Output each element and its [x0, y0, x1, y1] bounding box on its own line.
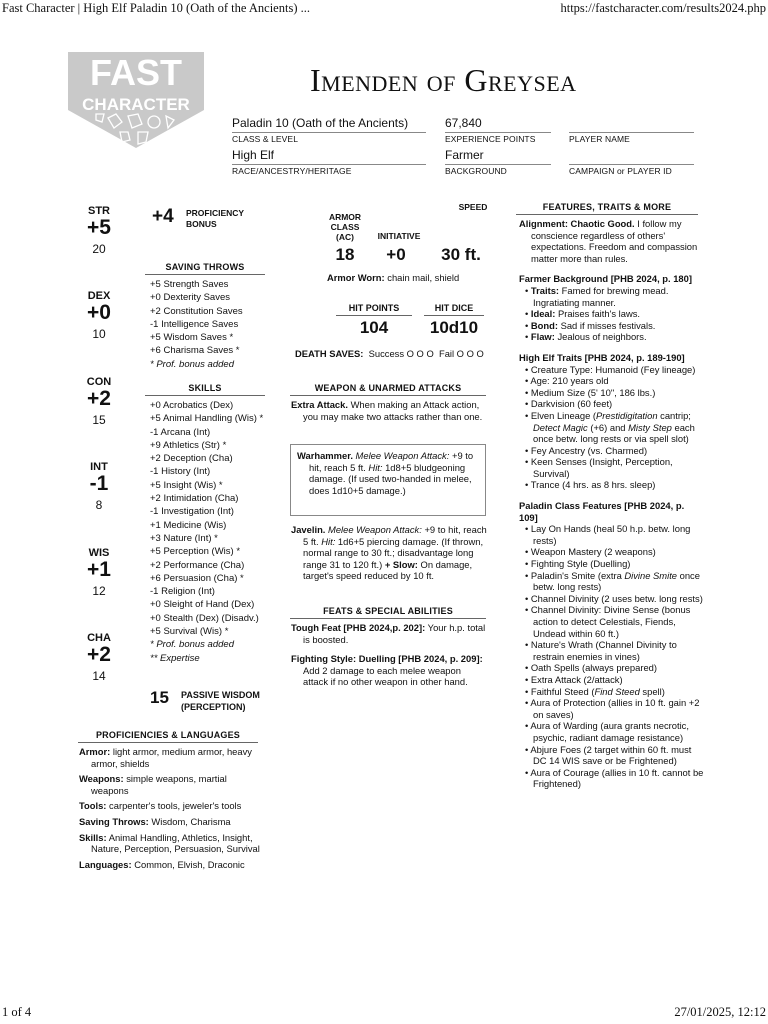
list-item: +5 Strength Saves	[150, 279, 229, 290]
ability-name: CHA	[87, 632, 111, 644]
campaign-field	[569, 148, 694, 176]
hit-dice-label: HIT DICE	[424, 303, 484, 316]
logo-text-fast: FAST	[89, 52, 183, 93]
race-field	[232, 148, 426, 176]
list-item: • Medium Size (5' 10", 186 lbs.)	[525, 386, 656, 398]
list-item: • Lay On Hands (heal 50 h.p. betw. long rests)	[525, 523, 691, 546]
list-item: • Nature's Wrath (Channel Divinity to restrain enemies in vines)	[525, 639, 677, 662]
proficiencies-block	[79, 746, 264, 870]
death-saves-success: Success O O O	[368, 348, 434, 359]
list-item: • Fighting Style (Duelling)	[525, 558, 631, 570]
list-item: • Aura of Protection (allies in 10 ft. gain +2 on saves)	[525, 697, 700, 720]
character-name: Imenden of Greysea	[310, 62, 577, 98]
list-item: +0 Dexterity Saves	[150, 292, 230, 304]
ability-score: 8	[95, 498, 103, 512]
list-item: +5 Animal Handling (Wis) *	[150, 413, 264, 425]
list-item: • Darkvision (60 feet)	[525, 398, 613, 410]
skills-list	[150, 399, 263, 665]
feats-heading: FEATS & SPECIAL ABILITIES	[290, 606, 486, 619]
class-level-value: Paladin 10 (Oath of the Ancients)	[232, 116, 409, 130]
ability-modifier: +1	[87, 558, 111, 581]
campaign-label: CAMPAIGN or PLAYER ID	[569, 166, 672, 176]
list-item: • Traits: Famed for brewing mead. Ingratiating manner.	[525, 284, 669, 308]
death-saves: DEATH SAVES: Success O O O Fail O O O	[295, 348, 484, 359]
list-item: • Channel Divinity (2 uses betw. long rests)	[525, 592, 703, 604]
tough-feat: Tough Feat [PHB 2024,p. 202]: Your h.p. total is boosted.	[291, 622, 486, 645]
logo-text-character: CHARACTER	[82, 95, 190, 114]
list-item: • Aura of Courage (allies in 10 ft. cannot be Frightened)	[525, 766, 704, 790]
extra-attack: Extra Attack. When making an Attack action, you may make two attacks rather than one.	[291, 399, 483, 422]
list-item: -1 Religion (Int)	[150, 586, 215, 598]
ability-score: 15	[92, 413, 106, 427]
ability-dex	[81, 290, 117, 341]
fast-character-logo	[68, 52, 204, 148]
ability-modifier: -1	[89, 472, 109, 495]
list-item: +0 Stealth (Dex) (Disadv.)	[150, 612, 259, 624]
player-name-field	[569, 116, 694, 144]
list-item: +6 Charisma Saves *	[150, 345, 240, 357]
list-item: +2 Deception (Cha)	[150, 453, 233, 465]
list-item: • Keen Senses (Insight, Perception, Survival)	[525, 456, 673, 479]
list-item: • Age: 210 years old	[525, 375, 609, 387]
armor-worn: Armor Worn: chain mail, shield	[327, 272, 460, 283]
list-item: +3 Nature (Int) *	[150, 532, 218, 544]
list-item: -1 Investigation (Int)	[150, 506, 234, 518]
xp-field	[445, 116, 551, 144]
warhammer-attack: Warhammer. Melee Weapon Attack: +9 to hit, reach 5 ft. Hit: 1d8+5 bludgeoning damage. (If used two-handed in melee, does 1d10+5 damage.)	[297, 450, 474, 496]
list-item: • Ideal: Praises faith's laws.	[525, 308, 641, 320]
list-item: +2 Intimidation (Cha)	[150, 493, 239, 505]
list-item: • Elven Lineage (Prestidigitation cantrip; Detect Magic (+6) and Misty Step each once betw. long rests or via spell slot)	[525, 409, 695, 445]
list-item: +5 Insight (Wis) *	[150, 479, 223, 491]
list-item: • Trance (4 hrs. as 8 hrs. sleep)	[525, 479, 656, 491]
armor-proficiency: Armor: light armor, medium armor, heavy armor, shields	[79, 746, 252, 769]
print-timestamp: 27/01/2025, 12:12	[674, 1005, 766, 1019]
list-item: • Creature Type: Humanoid (Fey lineage)	[525, 363, 696, 375]
weapon-proficiency: Weapons: simple weapons, martial weapons	[79, 773, 227, 796]
passive-label: PASSIVE WISDOM (PERCEPTION)	[181, 690, 260, 712]
proficiency-label: PROFICIENCY BONUS	[186, 208, 245, 229]
ability-modifier: +5	[87, 216, 111, 239]
ability-cha	[81, 632, 117, 683]
armor-class-value: 18	[335, 245, 355, 264]
list-item: +5 Wisdom Saves *	[150, 332, 234, 344]
death-saves-fail: Fail O O O	[438, 348, 484, 359]
attacks-heading: WEAPON & UNARMED ATTACKS	[290, 383, 486, 396]
saving-throws-heading: SAVING THROWS	[145, 262, 265, 275]
ability-score: 14	[92, 669, 106, 683]
list-item: +5 Survival (Wis) *	[150, 626, 229, 638]
save-proficiency: Saving Throws: Wisdom, Charisma	[79, 815, 231, 827]
list-item: +0 Acrobatics (Dex)	[150, 400, 234, 411]
passive-value: 15	[150, 688, 169, 707]
ability-wis	[81, 547, 117, 598]
list-item: • Oath Spells (always prepared)	[525, 662, 657, 674]
ability-score: 12	[92, 584, 106, 598]
list-note: * Prof. bonus added	[150, 358, 234, 370]
player-name-label: PLAYER NAME	[569, 134, 630, 144]
list-item: +9 Athletics (Str) *	[150, 439, 227, 451]
languages: Languages: Common, Elvish, Draconic	[79, 858, 245, 870]
class-level-label: CLASS & LEVEL	[232, 134, 299, 144]
list-item: -1 History (Int)	[150, 466, 211, 478]
list-item: • Flaw: Jealous of neighbors.	[525, 331, 647, 343]
class-level-field	[232, 116, 426, 144]
print-footer	[0, 1005, 768, 1021]
saving-throws-list	[150, 278, 243, 371]
background-field	[445, 148, 551, 176]
ability-con	[81, 376, 117, 427]
ability-name: DEX	[87, 290, 111, 302]
skill-proficiency: Skills: Animal Handling, Athletics, Insight, Nature, Perception, Persuasion, Survival	[79, 831, 260, 855]
page-url: https://fastcharacter.com/results2024.php	[560, 1, 766, 15]
elf-traits-heading: High Elf Traits [PHB 2024, p. 189-190]	[519, 351, 685, 363]
list-item: +5 Perception (Wis) *	[150, 546, 241, 558]
page-title: Fast Character | High Elf Paladin 10 (Oath of the Ancients) ...	[2, 1, 310, 15]
list-item: • Aura of Warding (aura grants necrotic, psychic, radiant damage resistance)	[525, 720, 689, 743]
race-value: High Elf	[232, 148, 275, 162]
ability-modifier: +2	[87, 643, 111, 666]
background-value: Farmer	[445, 148, 484, 162]
hit-points-label: HIT POINTS	[336, 303, 412, 316]
paladin-features-heading: Paladin Class Features [PHB 2024, p. 109]	[519, 500, 685, 523]
list-note: ** Expertise	[150, 652, 200, 664]
background-label: BACKGROUND	[445, 166, 507, 176]
ability-score: 20	[92, 242, 106, 256]
list-item: • Paladin's Smite (extra Divine Smite once betw. long rests)	[525, 569, 700, 593]
xp-value: 67,840	[445, 116, 482, 130]
list-item: • Weapon Mastery (2 weapons)	[525, 546, 656, 558]
print-header	[0, 1, 768, 17]
list-item: -1 Intelligence Saves	[150, 318, 239, 330]
list-item: +1 Medicine (Wis)	[150, 519, 227, 531]
feats-block	[291, 622, 487, 688]
list-item: +2 Performance (Cha)	[150, 559, 245, 571]
background-feature-heading: Farmer Background [PHB 2024, p. 180]	[519, 273, 692, 285]
list-item: • Extra Attack (2/attack)	[525, 673, 623, 685]
ability-name: WIS	[88, 547, 110, 559]
features-heading: FEATURES, TRAITS & MORE	[516, 202, 698, 215]
duelling-style: Fighting Style: Duelling [PHB 2024, p. 209]: Add 2 damage to each melee weapon attack if no other weapon in other hand.	[291, 653, 483, 688]
ability-modifier: +2	[87, 387, 111, 410]
armor-class-label: ARMOR CLASS (AC)	[328, 212, 362, 242]
race-label: RACE/ANCESTRY/HERITAGE	[232, 166, 352, 176]
speed-value: 30 ft.	[441, 245, 481, 264]
proficiency-value: +4	[152, 206, 174, 227]
ability-modifier: +0	[87, 301, 111, 324]
xp-label: EXPERIENCE POINTS	[445, 134, 536, 144]
list-item: • Faithful Steed (Find Steed spell)	[525, 685, 665, 697]
list-item: +6 Persuasion (Cha) *	[150, 572, 244, 584]
list-item: • Fey Ancestry (vs. Charmed)	[525, 444, 648, 456]
list-item: • Channel Divinity: Divine Sense (bonus action to detect Celestials, Fiends, Undead within 60 ft.)	[525, 604, 691, 639]
list-item: • Bond: Sad if misses festivals.	[525, 319, 656, 331]
list-item: • Abjure Foes (2 target within 60 ft. must DC 14 WIS save or be Frightened)	[525, 743, 692, 767]
ability-name: INT	[90, 461, 108, 473]
list-note: * Prof. bonus added	[150, 639, 234, 651]
alignment: Alignment: Chaotic Good. I follow my conscience regardless of others' expectations. Freedom and compassion matter more than rules.	[519, 218, 698, 264]
speed-label: SPEED	[458, 202, 488, 212]
list-item: +2 Constitution Saves	[150, 305, 243, 317]
ability-int	[81, 461, 117, 512]
ability-str	[81, 205, 117, 256]
features-block	[519, 218, 705, 790]
ability-name: STR	[88, 205, 110, 217]
hit-dice-value: 10d10	[429, 318, 479, 337]
ability-score: 10	[92, 327, 106, 341]
tool-proficiency: Tools: carpenter's tools, jeweler's tools	[79, 800, 242, 812]
ability-name: CON	[86, 376, 112, 388]
skills-heading: SKILLS	[145, 383, 265, 396]
hit-points-value: 104	[359, 318, 389, 337]
list-item: +0 Sleight of Hand (Dex)	[150, 599, 255, 611]
initiative-label: INITIATIVE	[377, 231, 421, 241]
javelin-attack: Javelin. Melee Weapon Attack: +9 to hit, reach 5 ft. Hit: 1d6+5 piercing damage. (If thrown, normal range to 30 ft.; disadvantage long range 31 to 120 ft.) + Slow: On damage, target's speed reduced by 10 ft.	[291, 524, 487, 582]
proficiencies-heading: PROFICIENCIES & LANGUAGES	[78, 730, 258, 743]
list-item: -1 Arcana (Int)	[150, 426, 211, 438]
initiative-value: +0	[386, 245, 406, 264]
page-indicator: 1 of 4	[2, 1005, 32, 1019]
